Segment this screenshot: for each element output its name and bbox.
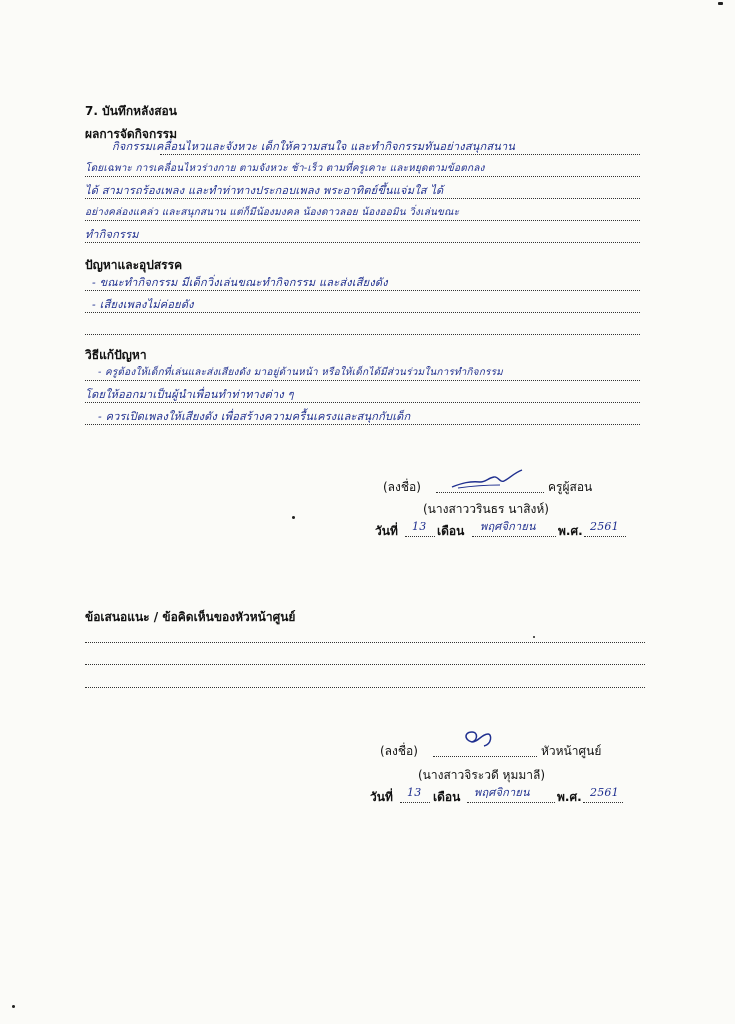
head-year: 2561 — [590, 786, 619, 799]
teacher-month-label: เดือน — [437, 524, 465, 538]
head-signature — [458, 728, 498, 754]
problems-text-line-1: - ขณะทำกิจกรรม มีเด็กวิ่งเล่นขณะทำกิจกรรม และส่งเสียงดัง — [92, 276, 388, 289]
scan-speck — [718, 2, 723, 5]
head-comment-line-1-dots — [85, 642, 645, 643]
solutions-text-line-1: - ครูต้องให้เด็กที่เล่นและส่งเสียงดัง มาอยู่ด้านหน้า หรือให้เด็กได้มีส่วนร่วมในการทำกิจกรรม — [98, 367, 503, 378]
head-comment-heading: ข้อเสนอแนะ / ข้อคิดเห็นของหัวหน้าศูนย์ — [85, 610, 296, 624]
solutions-text-line-2: โดยให้ออกมาเป็นผู้นำเพื่อนทำท่าทางต่าง ๆ — [85, 388, 294, 401]
solutions-text-line-3: - ควรเปิดเพลงให้เสียงดัง เพื่อสร้างความครื้นเครงและสนุกกับเด็ก — [98, 410, 411, 423]
teacher-year-label: พ.ศ. — [558, 524, 583, 538]
problems-heading: ปัญหาและอุปสรรค — [85, 258, 183, 272]
head-comment-line-3-dots — [85, 687, 645, 688]
head-role: หัวหน้าศูนย์ — [541, 744, 602, 758]
problems-line-2-dots — [85, 312, 640, 313]
teacher-role: ครูผู้สอน — [548, 480, 593, 494]
scan-speck — [12, 1005, 15, 1008]
head-name: (นางสาวจิระวดี หุมมาลี) — [418, 768, 546, 782]
solutions-line-1-dots — [85, 380, 640, 381]
results-line-1-dots — [160, 154, 640, 155]
head-sign-label: (ลงชื่อ) — [380, 744, 418, 758]
teacher-month: พฤศจิกายน — [480, 520, 536, 533]
teacher-day-dots — [405, 536, 435, 537]
head-month-label: เดือน — [433, 790, 461, 804]
results-line-4-dots — [85, 220, 640, 221]
solutions-line-2-dots — [85, 402, 640, 403]
teacher-sign-label: (ลงชื่อ) — [383, 480, 421, 494]
head-year-label: พ.ศ. — [557, 790, 582, 804]
teacher-day: 13 — [412, 520, 427, 533]
head-day-dots — [400, 802, 430, 803]
head-comment-line-2-dots — [85, 664, 645, 665]
results-text-line-2: โดยเฉพาะ การเคลื่อนไหวร่างกาย ตามจังหวะ ช้า-เร็ว ตามที่ครูเคาะ และหยุดตามข้อตกลง — [85, 163, 485, 174]
results-text-line-1: กิจกรรมเคลื่อนไหวและจังหวะ เด็กให้ความสนใจ และทำกิจกรรมทันอย่างสนุกสนาน — [112, 140, 516, 153]
results-text-line-3: ได้ สามารถร้องเพลง และทำท่าทางประกอบเพลง พระอาทิตย์ขึ้นแจ่มใส ได้ — [85, 184, 444, 197]
problems-text-line-2: - เสียงเพลงไม่ค่อยดัง — [92, 298, 194, 311]
head-month: พฤศจิกายน — [474, 786, 530, 799]
scan-speck — [533, 636, 535, 638]
teacher-date-label: วันที่ — [375, 524, 398, 538]
solutions-line-3-dots — [85, 424, 640, 425]
results-text-line-4: อย่างคล่องแคล่ว และสนุกสนาน แต่ก็มีน้องมงคล น้องดาวลอย น้องออมิน วิ่งเล่นขณะ — [85, 207, 460, 218]
teacher-name: (นางสาววรินธร นาสิงห์) — [423, 502, 549, 516]
teacher-month-dots — [472, 536, 556, 537]
head-date-label: วันที่ — [370, 790, 393, 804]
results-line-3-dots — [85, 198, 640, 199]
head-day: 13 — [407, 786, 422, 799]
results-text-line-5: ทำกิจกรรม — [85, 228, 139, 241]
results-heading: ผลการจัดกิจกรรม — [85, 127, 178, 141]
head-sign-dots — [433, 756, 537, 757]
results-line-2-dots — [85, 176, 640, 177]
scan-speck — [292, 516, 295, 519]
section-title: 7. บันทึกหลังสอน — [85, 104, 177, 118]
teacher-year: 2561 — [590, 520, 619, 533]
problems-line-3-dots — [85, 334, 640, 335]
results-line-5-dots — [85, 242, 640, 243]
solutions-heading: วิธีแก้ปัญหา — [85, 348, 147, 362]
head-year-dots — [583, 802, 623, 803]
problems-line-1-dots — [85, 290, 640, 291]
teacher-signature — [448, 467, 528, 493]
head-month-dots — [467, 802, 555, 803]
teacher-year-dots — [584, 536, 626, 537]
